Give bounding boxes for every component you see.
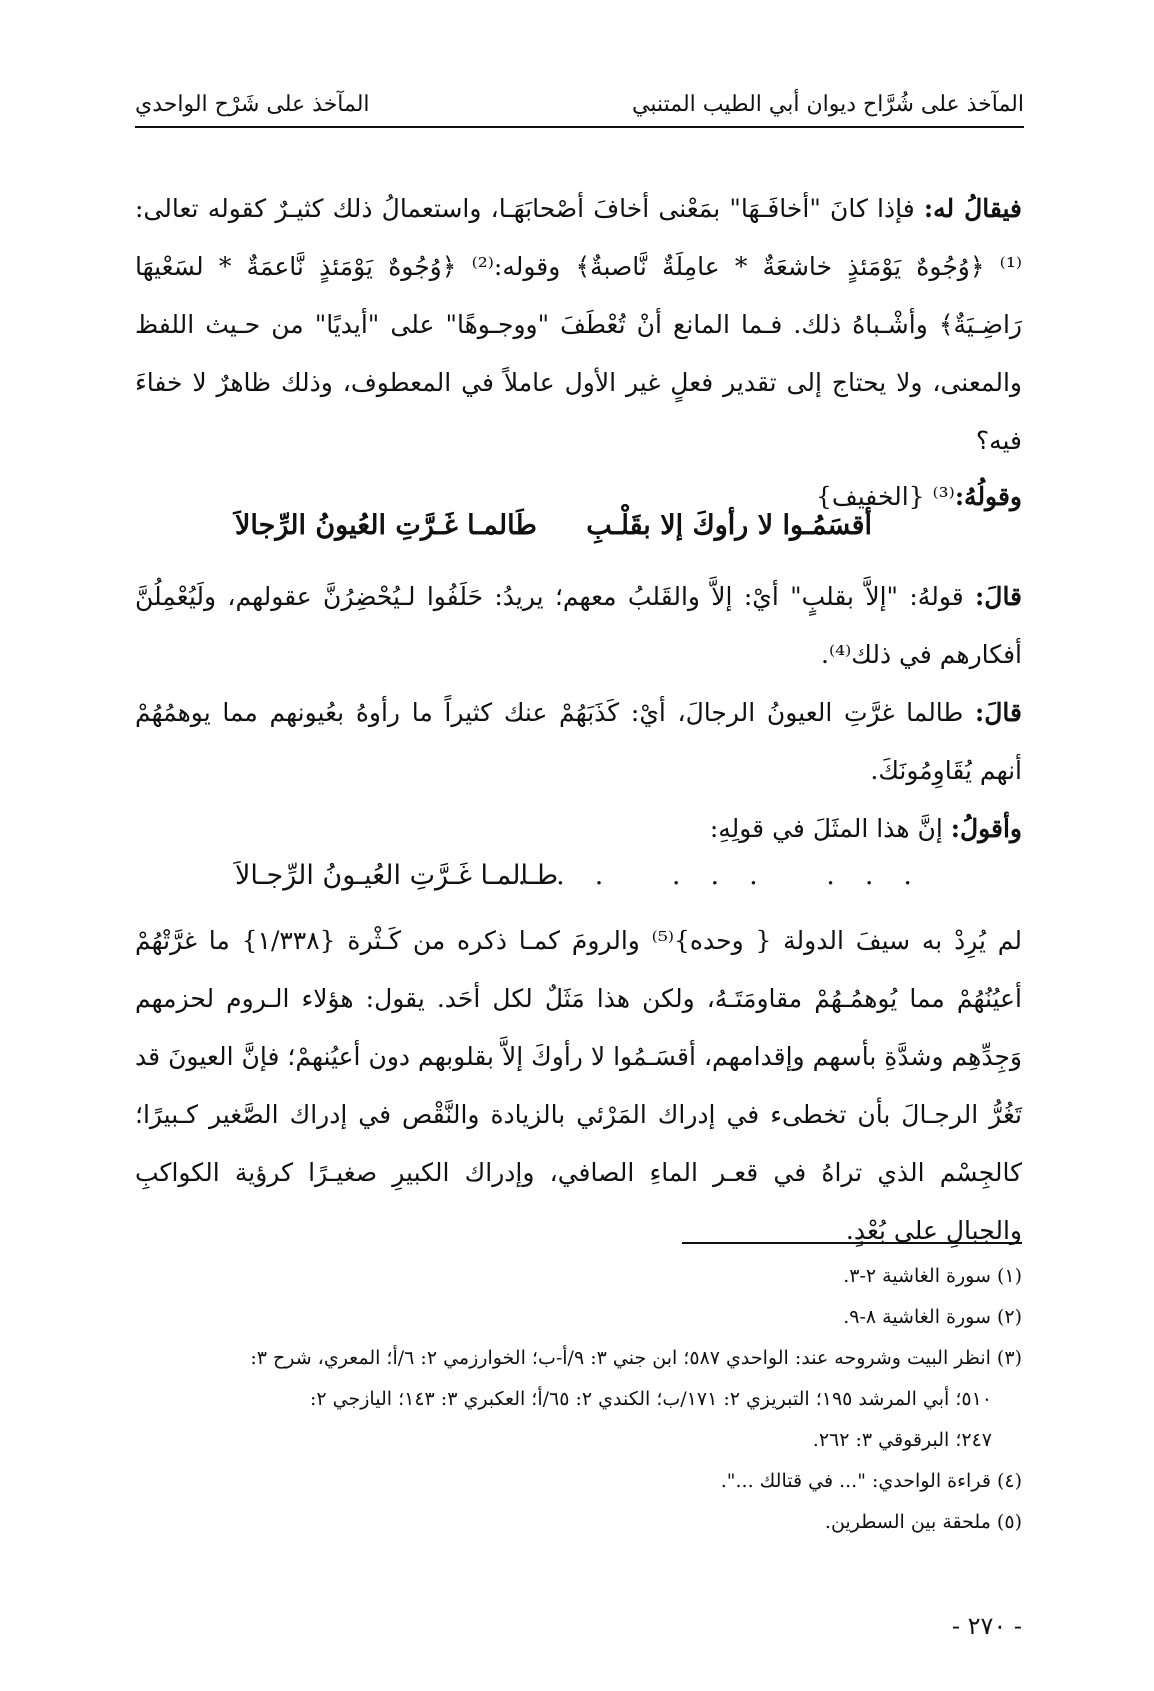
verse-1-second-hemistich: طَالمـا غَـرَّتِ العُيونُ الرِّجالاَ [235, 510, 537, 541]
commentary-paragraph [135, 684, 1022, 800]
footnote-continuation: ٥١٠؛ أبي المرشد ١٩٥؛ التبريزي ٢: ١٧١/ب؛ الكندي ٢: ٦٥/أ؛ العكبري ٣: ١٤٣؛ اليازجي ٢: [310, 1388, 992, 1410]
verse-2 [135, 860, 1022, 910]
running-head-book-title: المآخذ على شُرَّاح ديوان أبي الطيب المتنبي [632, 92, 1024, 117]
footnote-rule [682, 1242, 1022, 1244]
commentary-text: قولهُ: "إلاَّ بقلبٍ" أيْ: إلاَّ والقَلبُ معهم؛ يريدُ: حَلَفُوا لـيُحْضِرُنَّ عقولهم، ولَيُعْمِلُنَّ أفكارهم في ذلك⁽⁴⁾. [135, 582, 1022, 669]
verse-intro-lead: وقولُهُ: [954, 482, 1022, 511]
footnote: (٢) سورة الغاشية ٨-٩. [843, 1306, 1022, 1328]
commentary-text: طالما غرَّتِ العيونُ الرجالَ، أيْ: كَذَبَهُمْ عنك كثيراً ما رأوهُ بعُيونهم مما يوهمُهُمْ أنهم يُقَاوِمُونَكَ. [135, 698, 1022, 785]
footnote: (٤) قراءة الواحدي: "... في قتالك ...". [720, 1470, 1022, 1492]
footnote: (٥) ملحقة بين السطرين. [824, 1511, 1022, 1533]
paragraph-1 [135, 180, 1022, 470]
paragraph-final [135, 912, 1022, 1260]
page-number: - ٢٧٠ - [951, 1612, 1022, 1640]
verse-intro-meter: ⁽³⁾ {الخفيف} [815, 482, 955, 511]
verse-2-second-hemistich: طـالمـا غَـرَّتِ العُيـونُ الرِّجـالاَ [235, 860, 559, 891]
running-head [135, 86, 1024, 128]
paragraph-1-text: فإذا كانَ "أخافَـهَا" بمَعْنى أخافَ أصْحابَهَـا، واستعمالُ ذلك كثيـرٌ كقوله تعالى:⁽¹⁾ ﴿وُجُوهٌ يَوْمَئذٍ خاشعَةٌ * عامِلَةٌ نَّاصبةٌ﴾ وقوله:⁽²⁾ ﴿وُجُوهٌ يَوْمَئذٍ نَّاعمَةٌ * لسَعْيهَا رَاضِـيَةٌ﴾ وأشْـباهُ ذلك. فـما المانع أنْ تُعْطَفَ "ووجـوهًا" على "أيديًا" من حـيث اللفظ والمعنى، ولا يحتاج إلى تقدير فعلٍ غير الأول عاملاً في المعطوف، وذلك ظاهرٌ لا خفاءَ فيه؟ [135, 194, 1022, 455]
commentary-text: إنَّ هذا المثَلَ في قولِهِ: [709, 814, 943, 843]
commentary-paragraph [135, 800, 1022, 858]
footnotes [135, 1256, 1022, 1543]
commentary-lead: قالَ: [975, 698, 1022, 727]
footnote: (٣) انظر البيت وشروحه عند: الواحدي ٥٨٧؛ ابن جني ٣: ٩/أ-ب؛ الخوارزمي ٢: ٦/أ؛ المعري، شرح ٣: [250, 1347, 1022, 1369]
verse-1 [135, 510, 1022, 560]
paragraph-1-lead: فيقالُ له: [923, 194, 1022, 223]
commentary-paragraph [135, 568, 1022, 684]
commentary-lead: وأقولُ: [950, 814, 1022, 843]
footnote: (١) سورة الغاشية ٢-٣. [843, 1265, 1022, 1287]
commentary-block [135, 568, 1022, 858]
commentary-lead: قالَ: [975, 582, 1023, 611]
verse-2-first-hemistich: ... ... ... [517, 860, 942, 891]
running-head-chapter-title: المآخذ على شَرْح الواحدي [135, 92, 370, 117]
footnote-continuation: ٢٤٧؛ البرقوقي ٣: ٢٦٢. [812, 1429, 992, 1451]
verse-1-first-hemistich: أقسَمُـوا لا رأوكَ إلا بقَلْـبِ [586, 510, 872, 541]
paragraph-final-text: لم يُرِدْ به سيفَ الدولة { وحده}⁽⁵⁾ والرومَ كمـا ذكره من كَـثْرة {١/٣٣٨} ما غرَّتْهُمْ أعيُنُهُمْ مما يُوهمُـهُمْ مقاومَتَـهُ، ولكن هذا مَثَلٌ لكل أحَد. يقول: هؤلاء الـروم لحزمهم وَجِدِّهِم وشدَّةِ بأسهم وإقدامهم، أقسَـمُوا لا رأوكَ إلاَّ بقلوبهم دون أعيُنهمْ؛ فإنَّ العيونَ قد تَغُرُّ الرجـالَ بأن تخطىء في إدراك المَرْئي بالزيادة والنَّقْص في إدراك الصَّغير كـبيرًا؛ كالجِسْم الذي تراهُ في قعـر الماءِ الصافي، وإدراك الكبيرِ صغيـرًا كرؤية الكواكبِ والجبالِ على بُعْدٍ. [135, 926, 1023, 1245]
